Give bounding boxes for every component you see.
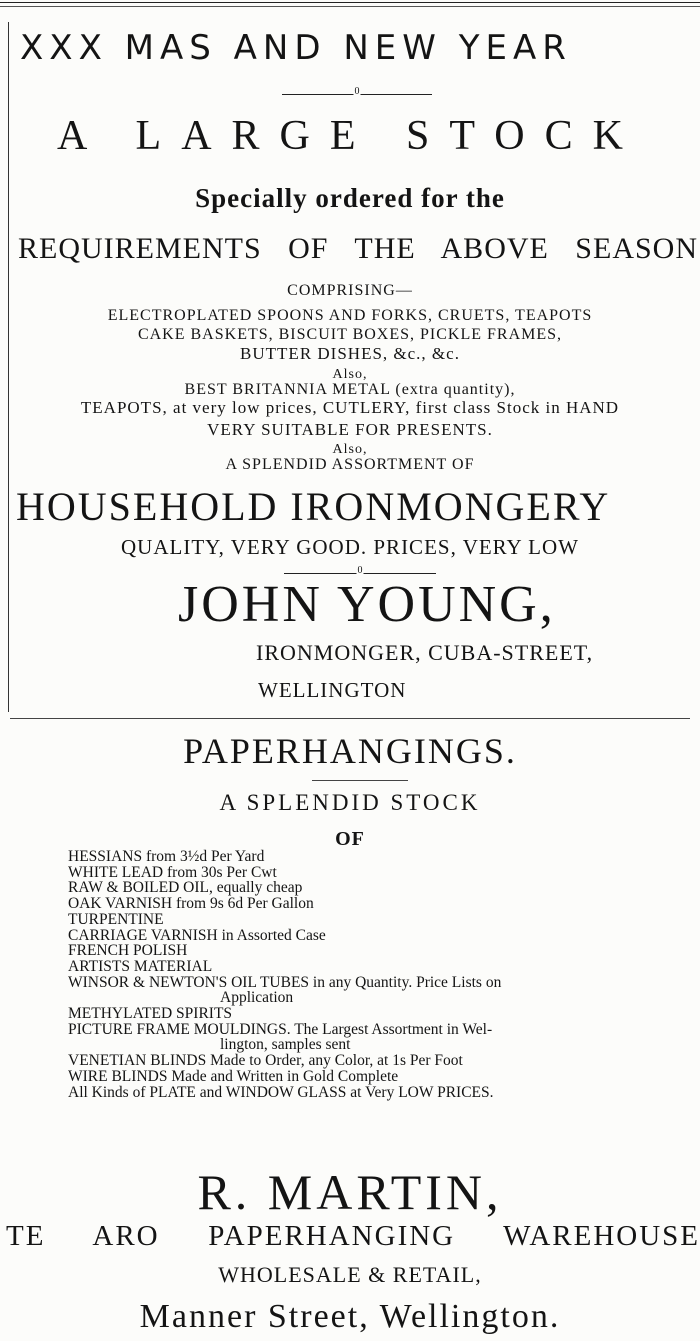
stock-line: BEST BRITANNIA METAL (extra quantity), [184, 381, 516, 398]
xmas-headline: XXX MAS AND NEW YEAR [20, 28, 572, 68]
stock-line: TEAPOTS, at very low prices, CUTLERY, first class Stock in HAND [80, 398, 620, 417]
list-item: WINSOR & NEWTON'S OIL TUBES in any Quantity. Price Lists on [68, 973, 502, 991]
top-border-inner [0, 6, 700, 7]
list-item: OAK VARNISH from 9s 6d Per Gallon [68, 895, 314, 913]
quality-prices-line: QUALITY, VERY GOOD. PRICES, VERY LOW [121, 535, 579, 559]
household-ironmongery-heading: HOUSEHOLD IRONMONGERY [16, 484, 611, 529]
advertiser-trade: IRONMONGER, CUBA-STREET, [256, 640, 594, 665]
list-item: VENETIAN BLINDS Made to Order, any Color, at 1s Per Foot [68, 1052, 463, 1070]
ornament-rule-2: 0 [284, 567, 436, 579]
list-item-continuation: Application [220, 989, 294, 1007]
advertiser-name: JOHN YOUNG, [178, 576, 556, 633]
stock-line: VERY SUITABLE FOR PRESENTS. [207, 420, 493, 439]
list-item: All Kinds of PLATE and WINDOW GLASS at Very LOW PRICES. [68, 1083, 494, 1101]
ornament-rule-1: 0 [282, 88, 432, 100]
advert-separator [10, 718, 690, 719]
list-item: WHITE LEAD from 30s Per Cwt [68, 863, 277, 881]
paperhangings-heading: PAPERHANGINGS. [183, 731, 517, 771]
list-item: CARRIAGE VARNISH in Assorted Case [68, 926, 326, 944]
wholesale-retail-line: WHOLESALE & RETAIL, [218, 1262, 482, 1287]
stock-line: BUTTER DISHES, &c., &c. [240, 344, 460, 363]
splendid-stock-line: A SPLENDID STOCK [219, 790, 481, 815]
list-item: ARTISTS MATERIAL [68, 957, 213, 975]
advertiser-name-2: R. MARTIN, [197, 1164, 503, 1220]
stock-line: Also, [332, 442, 368, 457]
of-label: OF [335, 828, 365, 850]
advertiser-town: WELLINGTON [258, 678, 407, 702]
stock-line: ELECTROPLATED SPOONS AND FORKS, CRUETS, TEAPOTS [107, 307, 593, 324]
requirements-line: REQUIREMENTS OF THE ABOVE SEASON [18, 232, 698, 265]
list-item: RAW & BOILED OIL, equally cheap [68, 879, 303, 897]
short-rule [312, 780, 408, 781]
stock-line: A SPLENDID ASSORTMENT OF [225, 456, 475, 473]
list-item: HESSIANS from 3½d Per Yard [68, 848, 265, 865]
address-line: Manner Street, Wellington. [139, 1298, 561, 1335]
stock-line: Also, [332, 367, 368, 382]
top-border [0, 2, 700, 3]
comprising-label: COMPRISING— [287, 282, 413, 299]
list-item: WIRE BLINDS Made and Written in Gold Complete [68, 1067, 399, 1085]
list-item: METHYLATED SPIRITS [68, 1005, 233, 1023]
list-item: FRENCH POLISH [68, 942, 188, 960]
specially-ordered-line: Specially ordered for the [195, 183, 505, 213]
list-item-continuation: lington, samples sent [220, 1036, 351, 1054]
stock-line: CAKE BASKETS, BISCUIT BOXES, PICKLE FRAMES, [137, 326, 563, 343]
warehouse-name: TE ARO PAPERHANGING WAREHOUSE [6, 1220, 700, 1252]
large-stock-heading: A LARGE STOCK [57, 113, 643, 159]
list-item: PICTURE FRAME MOULDINGS. The Largest Assortment in Wel- [68, 1020, 493, 1038]
list-item: TURPENTINE [68, 910, 164, 928]
stock-item-list [68, 849, 698, 1100]
